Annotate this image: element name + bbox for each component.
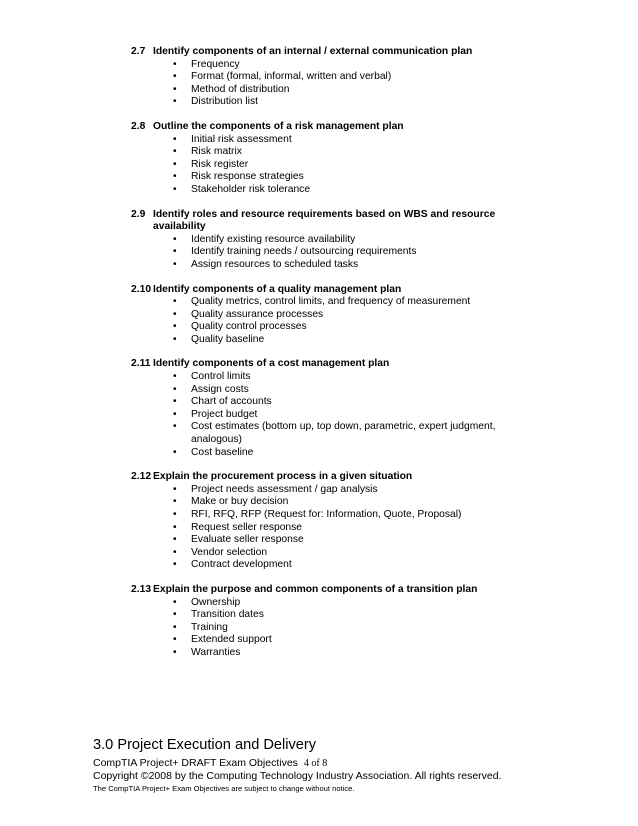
copyright-notice: Copyright ©2008 by the Computing Technology Industry Association. All rights reserved. — [93, 770, 502, 782]
bullet-text: Vendor selection — [191, 546, 268, 558]
objective-bullet-item — [0, 634, 638, 647]
objective-heading — [0, 471, 638, 484]
objective-number: 2.7 — [131, 46, 146, 57]
bullet-text: Initial risk assessment — [191, 133, 292, 145]
bullet-dot-icon: • — [173, 321, 177, 333]
objective-number: 2.12 — [131, 471, 152, 483]
objective-bullet-item — [0, 509, 638, 522]
objective-section — [0, 209, 638, 272]
bullet-dot-icon: • — [173, 158, 177, 170]
bullet-text: Control limits — [191, 371, 251, 383]
objective-bullet-list — [0, 296, 638, 346]
objective-bullet-item — [0, 622, 638, 635]
bullet-dot-icon: • — [173, 408, 177, 420]
bullet-text: Risk register — [191, 158, 249, 170]
objective-title: Explain the purpose and common components of a transition plan — [153, 583, 478, 595]
objective-section — [0, 121, 638, 197]
objective-bullet-item — [0, 321, 638, 334]
objective-bullet-item — [0, 421, 638, 446]
bullet-dot-icon: • — [173, 646, 177, 658]
objective-bullet-item — [0, 159, 638, 172]
bullet-dot-icon: • — [173, 521, 177, 533]
page-number: 4 of 8 — [303, 758, 328, 769]
objective-title: Identify components of a cost management plan — [153, 358, 390, 370]
bullet-text: Request seller response — [191, 521, 303, 533]
bullet-dot-icon: • — [173, 509, 177, 520]
bullet-dot-icon: • — [173, 246, 177, 258]
bullet-text: Frequency — [191, 58, 240, 70]
bullet-dot-icon: • — [173, 133, 177, 145]
objective-bullet-item — [0, 171, 638, 184]
objective-number: 2.13 — [131, 583, 152, 595]
objective-title: Identify roles and resource requirements based on WBS and resource availability — [153, 208, 496, 233]
objective-heading — [0, 209, 638, 234]
objective-title: Identify components of a quality management plan — [153, 283, 402, 295]
bullet-dot-icon: • — [173, 609, 177, 621]
bullet-dot-icon: • — [173, 534, 177, 546]
document-title: CompTIA Project+ DRAFT Exam Objectives — [93, 757, 298, 769]
bullet-dot-icon: • — [173, 71, 177, 83]
objective-bullet-item — [0, 522, 638, 535]
objective-number: 2.8 — [131, 120, 146, 132]
objectives-content — [0, 46, 638, 672]
objective-bullet-item — [0, 597, 638, 610]
objective-heading — [0, 358, 638, 371]
objective-number: 2.10 — [131, 283, 152, 295]
bullet-text: Quality baseline — [191, 333, 265, 345]
objective-bullet-item — [0, 371, 638, 384]
bullet-text: Cost estimates (bottom up, top down, parametric, expert judgment, analogous) — [191, 421, 496, 446]
bullet-text: Quality metrics, control limits, and frequency of measurement — [191, 296, 471, 308]
bullet-text: Distribution list — [191, 96, 258, 108]
bullet-dot-icon: • — [173, 496, 177, 508]
objective-bullet-item — [0, 484, 638, 497]
objective-bullet-item — [0, 334, 638, 347]
change-notice: The CompTIA Project+ Exam Objectives are subject to change without notice. — [93, 784, 355, 793]
bullet-text: Chart of accounts — [191, 396, 272, 408]
bullet-dot-icon: • — [173, 58, 177, 70]
bullet-text: RFI, RFQ, RFP (Request for: Information, Quote, Proposal) — [191, 509, 462, 520]
objective-bullet-list — [0, 59, 638, 109]
bullet-text: Extended support — [191, 634, 272, 646]
bullet-dot-icon: • — [173, 396, 177, 408]
bullet-dot-icon: • — [173, 83, 177, 95]
objective-bullet-item — [0, 496, 638, 509]
bullet-text: Identify existing resource availability — [191, 233, 356, 245]
objective-bullet-item — [0, 246, 638, 259]
objective-bullet-item — [0, 234, 638, 247]
bullet-text: Make or buy decision — [191, 496, 289, 508]
bullet-dot-icon: • — [173, 333, 177, 345]
objective-bullet-item — [0, 647, 638, 660]
objective-bullet-item — [0, 309, 638, 322]
bullet-text: Contract development — [191, 559, 292, 571]
objective-bullet-item — [0, 559, 638, 572]
objective-bullet-item — [0, 134, 638, 147]
objective-bullet-item — [0, 146, 638, 159]
bullet-text: Training — [191, 621, 228, 633]
bullet-text: Cost baseline — [191, 446, 254, 458]
bullet-dot-icon: • — [173, 183, 177, 195]
document-title-line — [93, 757, 327, 770]
objective-section — [0, 284, 638, 347]
objective-bullet-item — [0, 259, 638, 272]
bullet-dot-icon: • — [173, 258, 177, 270]
objective-bullet-item — [0, 84, 638, 97]
objective-bullet-item — [0, 534, 638, 547]
bullet-dot-icon: • — [173, 383, 177, 395]
bullet-text: Project needs assessment / gap analysis — [191, 483, 378, 495]
bullet-dot-icon: • — [173, 621, 177, 633]
objective-bullet-item — [0, 71, 638, 84]
bullet-text: Ownership — [191, 596, 241, 608]
bullet-dot-icon: • — [173, 421, 177, 433]
bullet-text: Evaluate seller response — [191, 534, 304, 546]
bullet-dot-icon: • — [173, 146, 177, 158]
objective-bullet-item — [0, 59, 638, 72]
bullet-dot-icon: • — [173, 483, 177, 495]
bullet-dot-icon: • — [173, 96, 177, 108]
objective-bullet-item — [0, 409, 638, 422]
objective-bullet-list — [0, 134, 638, 197]
bullet-dot-icon: • — [173, 296, 177, 308]
bullet-text: Quality control processes — [191, 321, 307, 333]
bullet-text: Method of distribution — [191, 83, 290, 95]
objective-bullet-item — [0, 96, 638, 109]
bullet-text: Risk matrix — [191, 146, 242, 158]
objective-heading — [0, 46, 638, 59]
objective-bullet-list — [0, 371, 638, 459]
bullet-text: Quality assurance processes — [191, 308, 324, 320]
bullet-text: Project budget — [191, 408, 258, 420]
bullet-dot-icon: • — [173, 308, 177, 320]
bullet-text: Identify training needs / outsourcing requirements — [191, 246, 417, 258]
objective-section — [0, 471, 638, 572]
bullet-dot-icon: • — [173, 171, 177, 183]
objective-bullet-item — [0, 184, 638, 197]
bullet-text: Transition dates — [191, 609, 264, 621]
objective-section — [0, 358, 638, 459]
bullet-dot-icon: • — [173, 233, 177, 245]
bullet-text: Stakeholder risk tolerance — [191, 183, 311, 195]
next-section-title: 3.0 Project Execution and Delivery — [93, 737, 317, 753]
bullet-text: Warranties — [191, 646, 241, 658]
objective-title: Identify components of an internal / external communication plan — [153, 46, 473, 57]
bullet-text: Assign resources to scheduled tasks — [191, 258, 359, 270]
objective-bullet-list — [0, 234, 638, 272]
bullet-text: Format (formal, informal, written and verbal) — [191, 71, 392, 83]
bullet-dot-icon: • — [173, 546, 177, 558]
objective-title: Explain the procurement process in a given situation — [153, 471, 413, 483]
bullet-text: Risk response strategies — [191, 171, 304, 183]
objective-heading — [0, 284, 638, 297]
objective-bullet-item — [0, 384, 638, 397]
bullet-dot-icon: • — [173, 371, 177, 383]
objective-number: 2.9 — [131, 208, 146, 220]
objective-section — [0, 46, 638, 109]
bullet-dot-icon: • — [173, 596, 177, 608]
objective-bullet-list — [0, 484, 638, 572]
objective-bullet-item — [0, 547, 638, 560]
objective-number: 2.11 — [131, 358, 151, 370]
objective-bullet-item — [0, 396, 638, 409]
objective-heading — [0, 121, 638, 134]
objective-bullet-list — [0, 597, 638, 660]
objective-bullet-item — [0, 296, 638, 309]
objective-section — [0, 584, 638, 660]
objective-heading — [0, 584, 638, 597]
bullet-dot-icon: • — [173, 559, 177, 571]
objective-bullet-item — [0, 447, 638, 460]
bullet-text: Assign costs — [191, 383, 249, 395]
bullet-dot-icon: • — [173, 634, 177, 646]
bullet-dot-icon: • — [173, 446, 177, 458]
objective-title: Outline the components of a risk management plan — [153, 120, 404, 132]
objective-bullet-item — [0, 609, 638, 622]
